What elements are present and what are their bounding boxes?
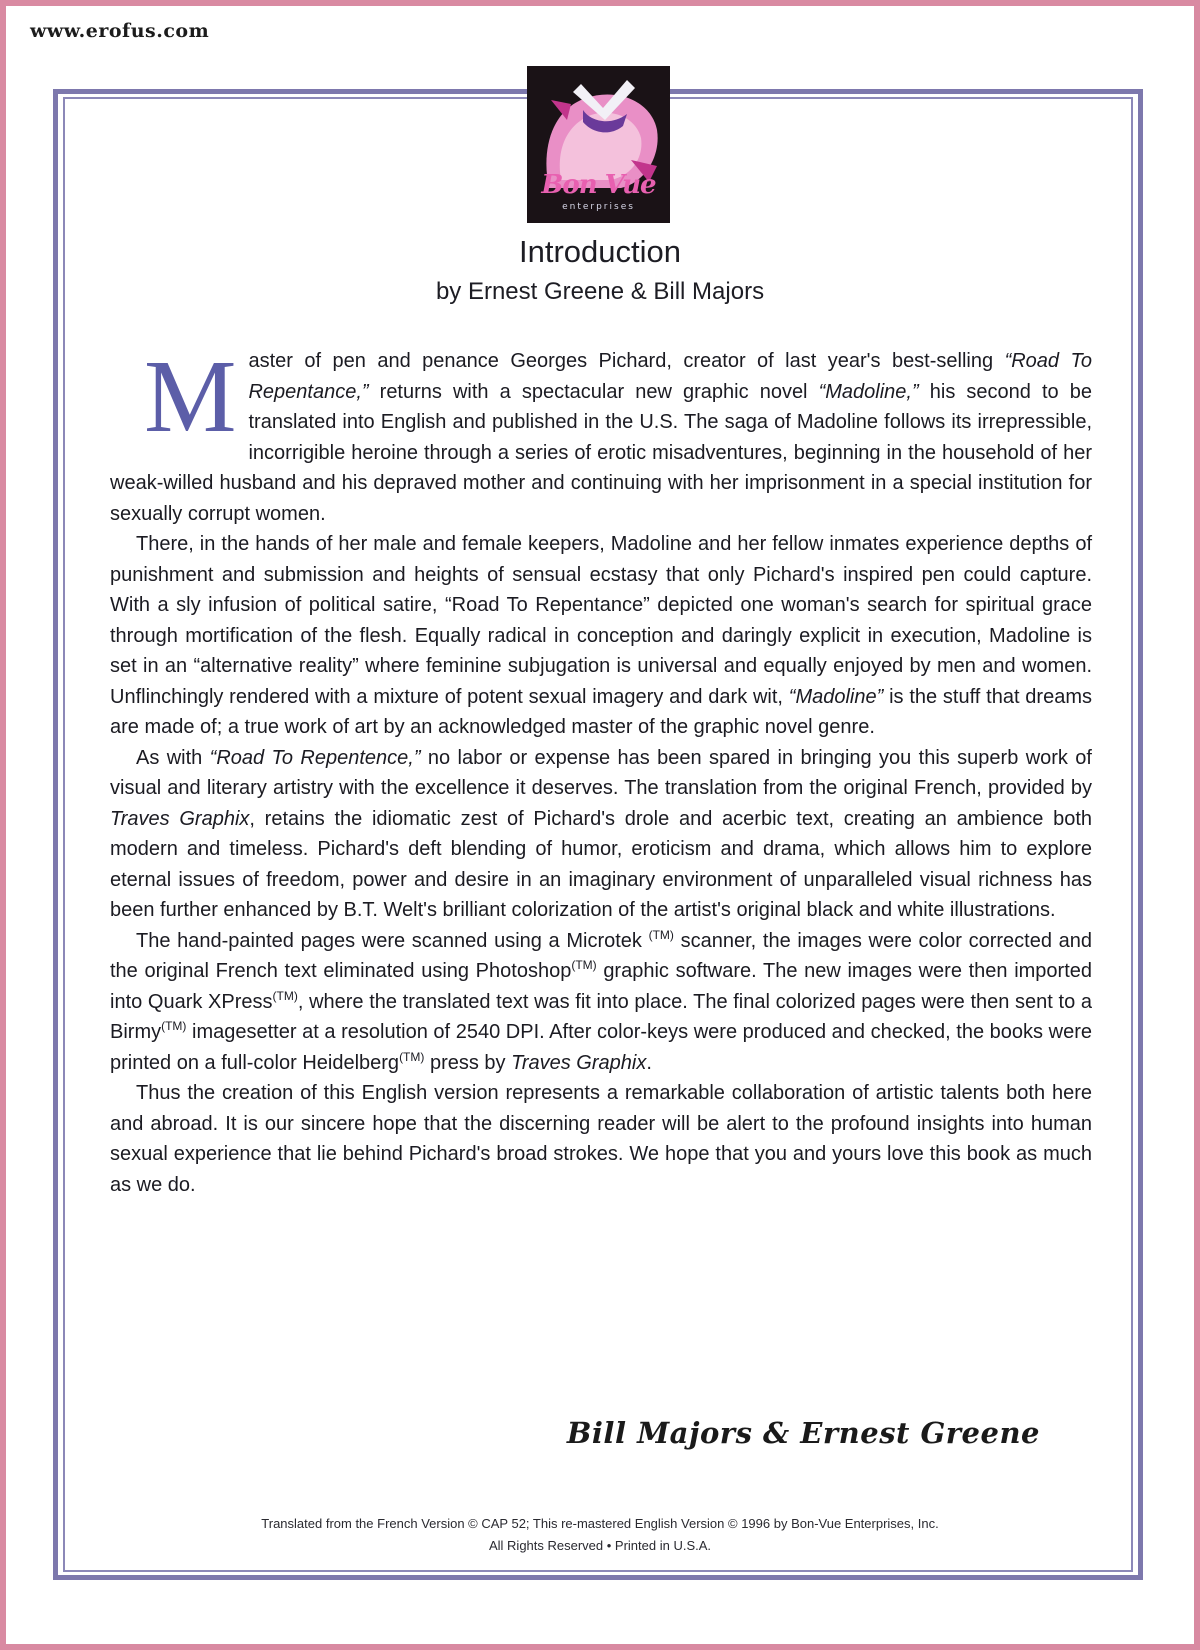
rights-line: All Rights Reserved • Printed in U.S.A. (488, 1538, 712, 1553)
publisher-logo (527, 66, 670, 223)
italic-name: Traves Graphix (110, 807, 250, 830)
italic-title: “Madoline,” (818, 380, 919, 403)
text-run: imagesetter at a resolution of 2540 DPI. After color-keys were produced and checked, the books were printed on a full-color Heidelberg (110, 1021, 1092, 1074)
text-run: his second to be translated into English and published in the U.S. The saga of Madoline follows its irrepressible, incorrigible heroine through a series of erotic misadventures, beginning in the household of her weak-willed husband and his depraved mother and continuing with her imprisonment in a special institution for sexually corrupt women. (110, 380, 1093, 525)
trademark-mark: (TM) (272, 988, 298, 1003)
trademark-mark: (TM) (571, 958, 597, 972)
text-run: As with (136, 746, 210, 769)
italic-name: Traves Graphix (511, 1051, 647, 1074)
text-run: graphic software. The new images were then imported into Quark XPress (110, 960, 1093, 1013)
paragraph-2 (110, 529, 1092, 743)
text-run: The hand-painted pages were scanned using a Microtek (136, 929, 649, 952)
watermark: www.erofus.com (30, 20, 210, 42)
drop-cap: M (144, 339, 237, 454)
text-run: . (646, 1051, 652, 1074)
body-text (110, 339, 1093, 1200)
text-run: is the stuff that dreams are made of; a true work of art by an acknowledged master of the graphic novel genre. (110, 685, 1092, 738)
text-run: Thus the creation of this English version represents a remarkable collaboration of artistic talents both here and abroad. It is our sincere hope that the discerning reader will be alert to the profound insights into human sexual experience that lie behind Pichard's broad strokes. We hope that you and yours love this book as much as we do. (110, 1082, 1092, 1196)
paragraph-4 (110, 926, 1092, 1079)
trademark-mark: (TM) (161, 1019, 187, 1033)
text-run: There, in the hands of her male and female keepers, Madoline and her fellow inmates experience depths of punishment and submission and heights of sensual ecstasy that only Pichard's inspired pen could capture. With a sly infusion of political satire, “Road To Repentance” depicted one woman's search for spiritual grace through mortification of the flesh. Equally radical in conception and daringly explicit in execution, Madoline is set in an “alternative reality” where feminine subjugation is universal and equally enjoyed by men and women. Unflinchingly rendered with a mixture of potent sexual imagery and dark wit, (110, 533, 1092, 708)
italic-title: “Road To Repentance,” (248, 350, 1092, 403)
italic-title: “Madoline” (788, 685, 884, 708)
byline: by Ernest Greene & Bill Majors (435, 278, 765, 305)
logo-text: Bon Vue (541, 170, 656, 200)
logo-subtext: enterprises (562, 202, 635, 212)
text-run: scanner, the images were color corrected and the original French text eliminated using Photoshop (110, 929, 1092, 982)
paragraph-3 (110, 743, 1092, 926)
italic-title: “Road To Repentence,” (209, 746, 421, 769)
signature: Bill Majors & Ernest Greene (566, 1416, 1040, 1450)
text-run: no labor or expense has been spared in bringing you this superb work of visual and literary artistry with the excellence it deserves. The translation from the original French, provided by (110, 746, 1092, 799)
text-run: , where the translated text was fit into place. The final colorized pages were then sent to a Birmy (110, 990, 1092, 1043)
trademark-mark: (TM) (648, 927, 674, 942)
text-run: aster of pen and penance Georges Pichard, creator of last year's best-selling (248, 350, 1005, 372)
copyright-line: Translated from the French Version © CAP 52; This re-mastered English Version © 1996 by Bon-Vue Enterprises, Inc. (261, 1516, 939, 1531)
text-run: returns with a spectacular new graphic novel (368, 380, 819, 403)
text-run: , retains the idiomatic zest of Pichard's drole and acerbic text, creating an ambience both modern and timeless. Pichard's deft blending of humor, eroticism and drama, which allows him to explore eternal issues of freedom, power and desire in an imaginary environment of unparalleled visual richness has been further enhanced by B.T. Welt's brilliant colorization of the artist's original black and white illustrations. (110, 807, 1092, 921)
paragraph-1 (110, 339, 1093, 529)
page-title: Introduction (519, 234, 681, 269)
trademark-mark: (TM) (399, 1049, 425, 1064)
text-run: press by (424, 1051, 512, 1074)
paragraph-5 (110, 1078, 1092, 1200)
